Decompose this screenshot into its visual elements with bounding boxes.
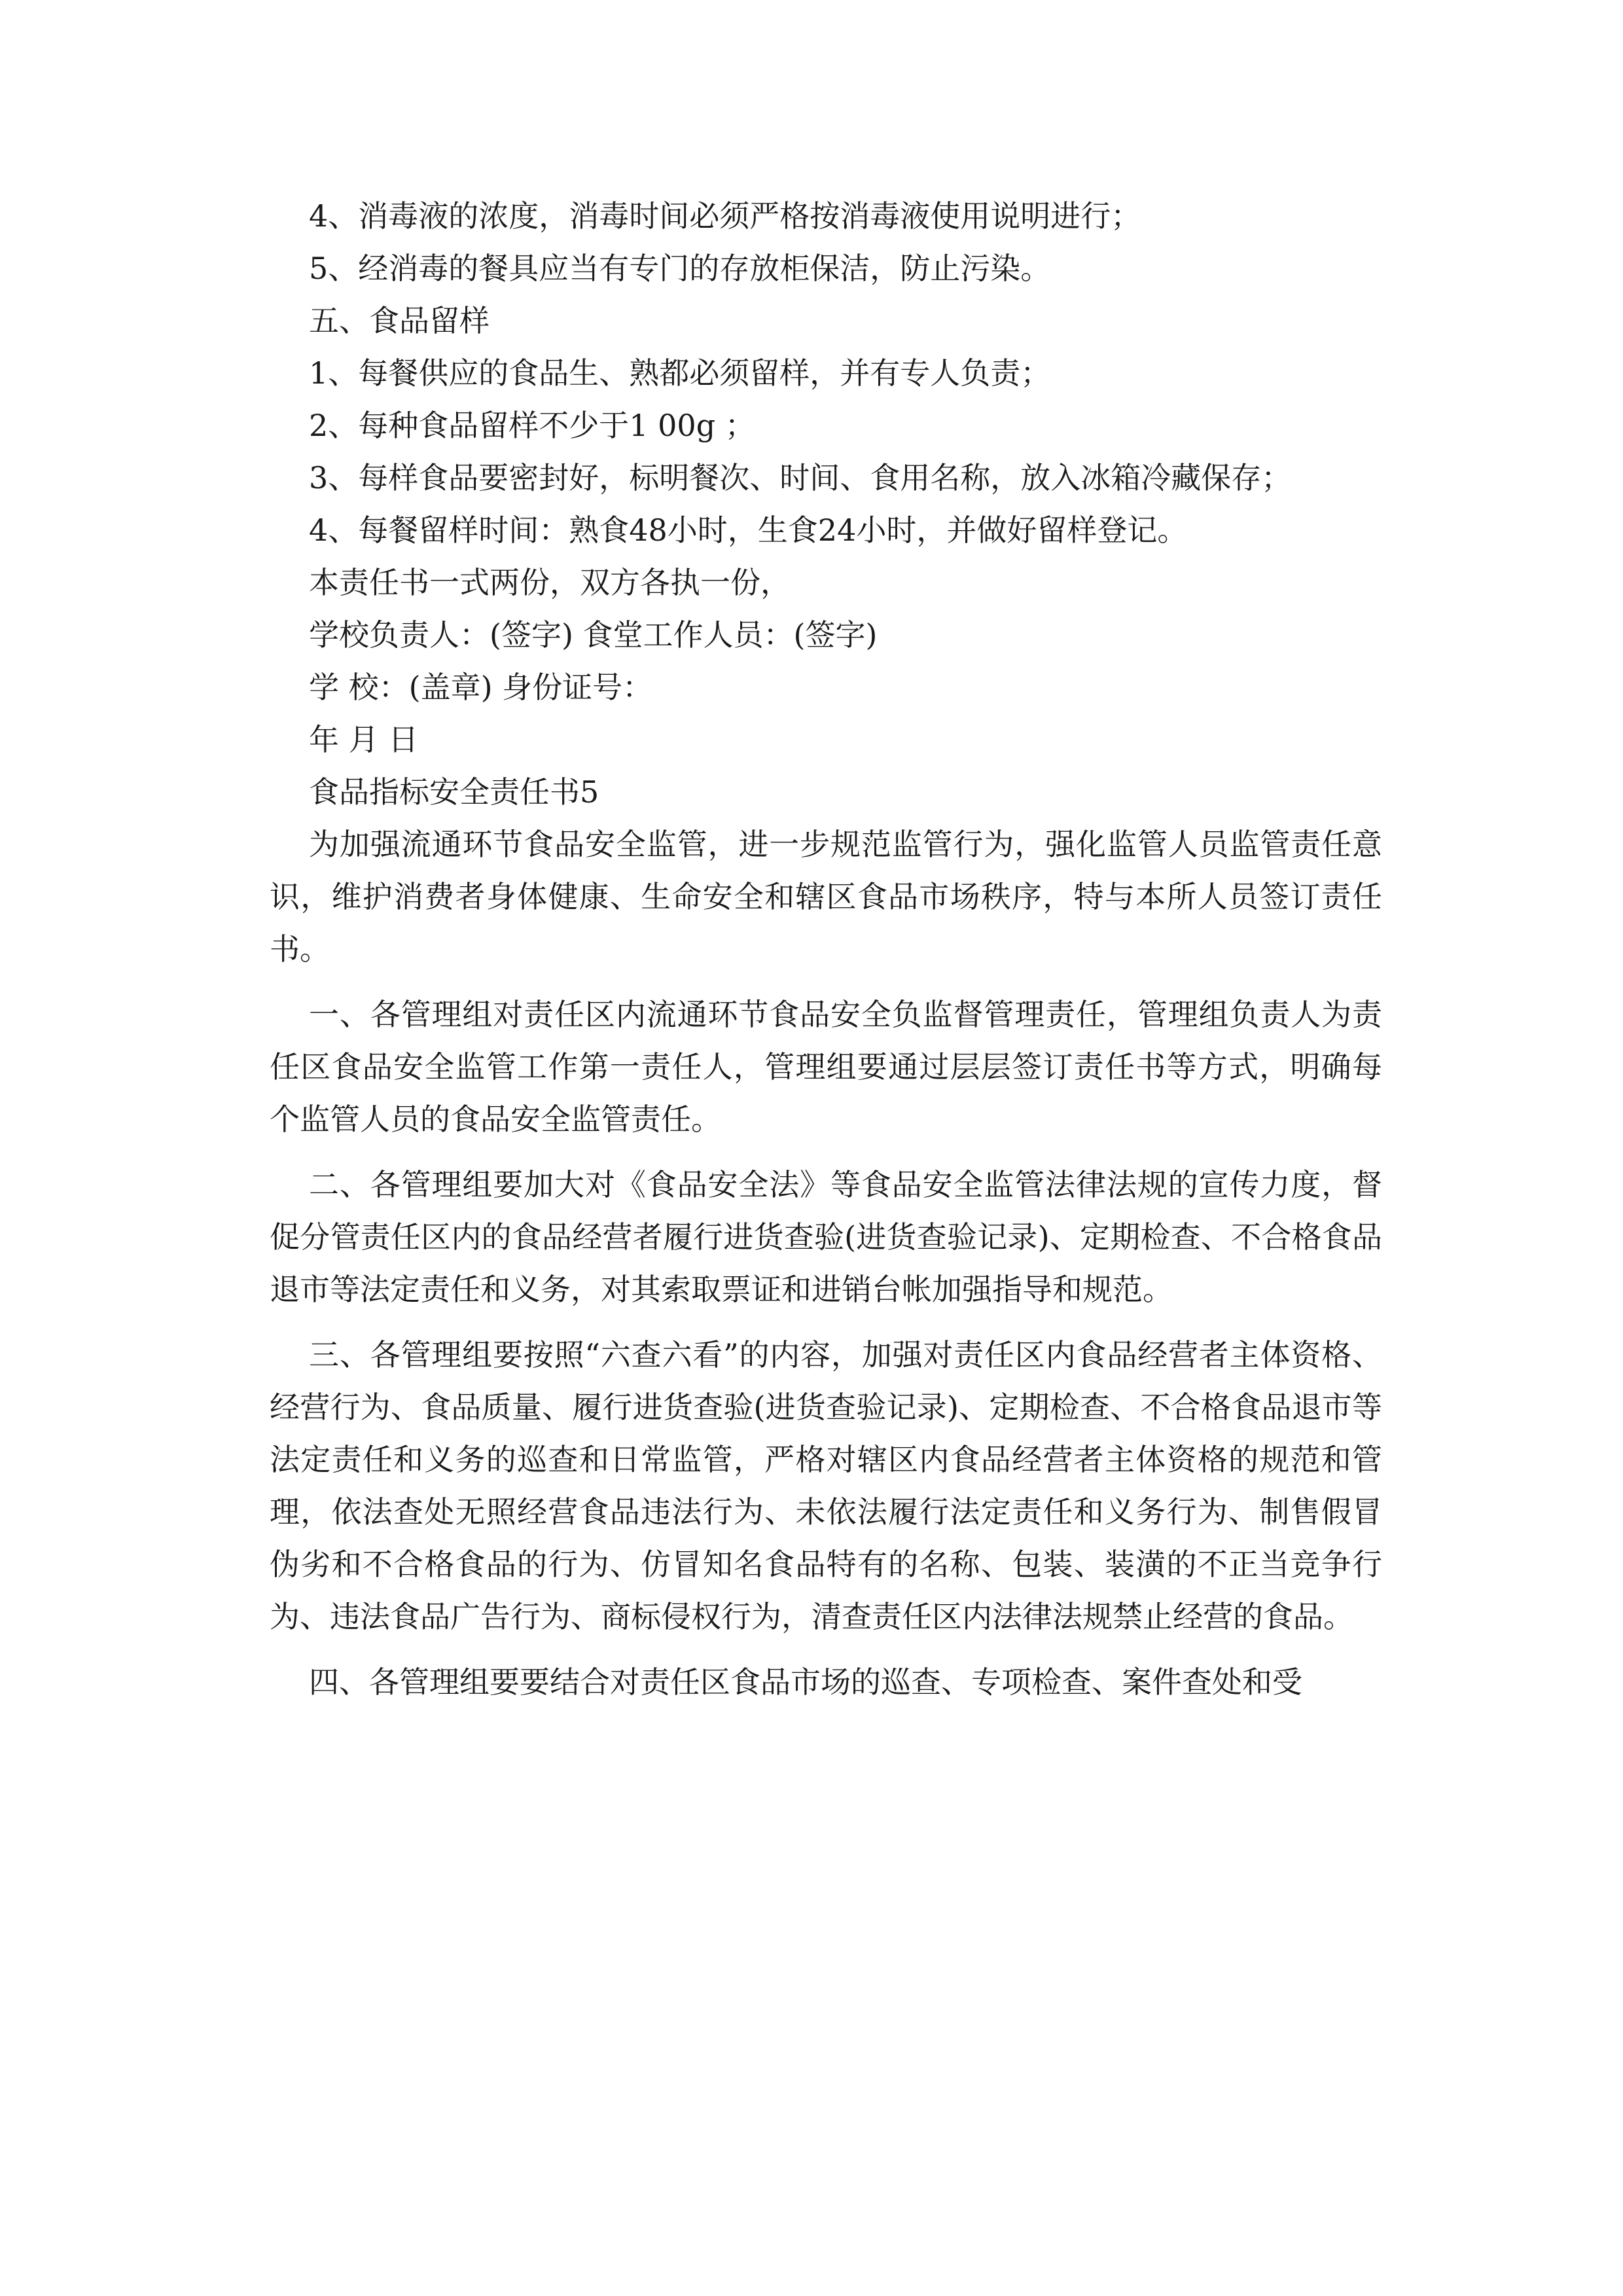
text-line: 5、经消毒的餐具应当有专门的存放柜保洁，防止污染。 bbox=[309, 251, 1051, 286]
signature-line: 学校负责人：(签字) 食堂工作人员：(签字) bbox=[309, 617, 878, 653]
body-paragraph: 四、各管理组要要结合对责任区食品市场的巡查、专项检查、案件查处和受 bbox=[309, 1664, 1302, 1700]
body-paragraph: 二、各管理组要加大对《食品安全法》等食品安全监管法律法规的宣传力度，督促分管责任区内的食品经营者履行进货查验(进货查验记录)、定期检查、不合格食品退市等法定责任和义务，对其索取票证和进销台帐加强指导和规范。 bbox=[270, 1167, 1382, 1307]
body-paragraph: 为加强流通环节食品安全监管，进一步规范监管行为，强化监管人员监管责任意识，维护消费者身体健康、生命安全和辖区食品市场秩序，特与本所人员签订责任书。 bbox=[270, 827, 1382, 967]
document-title: 食品指标安全责任书5 bbox=[309, 774, 599, 810]
text-line: 3、每样食品要密封好，标明餐次、时间、食用名称，放入冰箱冷藏保存； bbox=[309, 460, 1292, 495]
text-line: 1、每餐供应的食品生、熟都必须留样，并有专人负责； bbox=[309, 355, 1051, 391]
text-line: 4、每餐留样时间：熟食48小时，生食24小时，并做好留样登记。 bbox=[309, 512, 1188, 548]
seal-line: 学 校：(盖章) 身份证号： bbox=[309, 670, 653, 705]
date-line: 年 月 日 bbox=[309, 722, 419, 757]
document-body bbox=[270, 190, 1382, 1721]
body-paragraph: 一、各管理组对责任区内流通环节食品安全负监督管理责任，管理组负责人为责任区食品安全监管工作第一责任人，管理组要通过层层签订责任书等方式，明确每个监管人员的食品安全监管责任。 bbox=[270, 997, 1382, 1137]
body-paragraph: 三、各管理组要按照“六查六看”的内容，加强对责任区内食品经营者主体资格、经营行为、食品质量、履行进货查验(进货查验记录)、定期检查、不合格食品退市等法定责任和义务的巡查和日常监管，严格对辖区内食品经营者主体资格的规范和管理，依法查处无照经营食品违法行为、未依法履行法定责任和义务行为、制售假冒伪劣和不合格食品的行为、仿冒知名食品特有的名称、包装、装潢的不正当竞争行为、违法食品广告行为、商标侵权行为，清查责任区内法律法规禁止经营的食品。 bbox=[270, 1337, 1382, 1634]
section-heading: 五、食品留样 bbox=[309, 303, 490, 338]
text-line: 本责任书一式两份，双方各执一份， bbox=[309, 565, 791, 600]
text-line: 4、消毒液的浓度，消毒时间必须严格按消毒液使用说明进行； bbox=[309, 198, 1141, 234]
text-line: 2、每种食品留样不少于1 00g ； bbox=[309, 408, 755, 443]
